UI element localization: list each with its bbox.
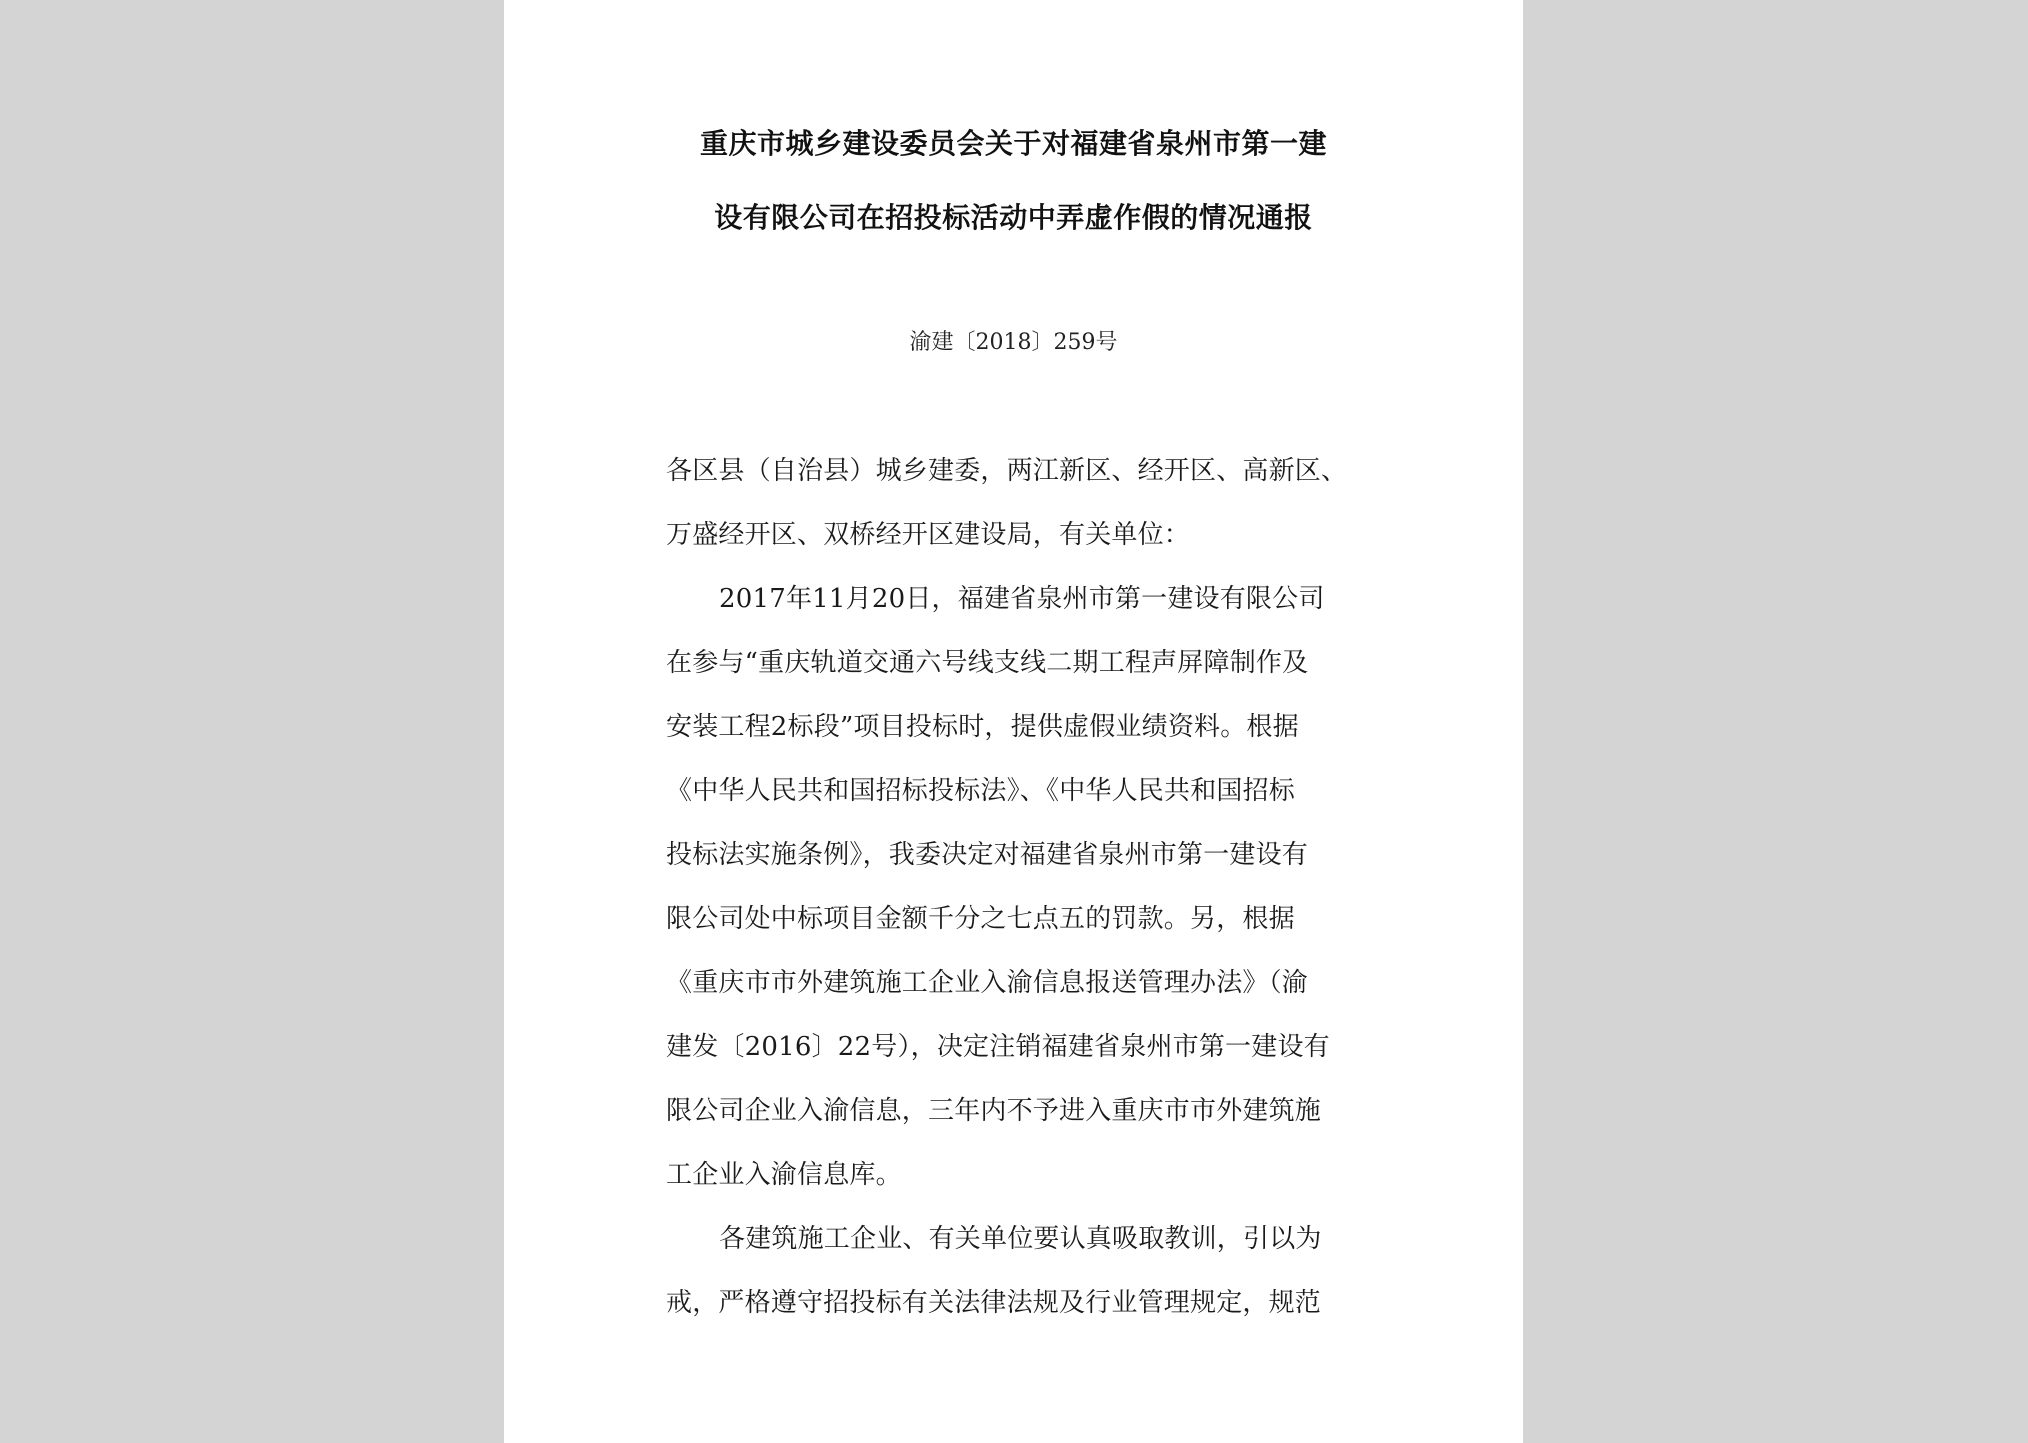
body-line: 建发〔2016〕22号），决定注销福建省泉州市第一建设有 [666,1032,1330,1062]
document-title-line-1: 重庆市城乡建设委员会关于对福建省泉州市第一建 [699,127,1327,160]
body-line: 各建筑施工企业、有关单位要认真吸取教训，引以为 [719,1224,1322,1254]
body-line: 投标法实施条例》，我委决定对福建省泉州市第一建设有 [666,840,1309,870]
body-line: 限公司处中标项目金额千分之七点五的罚款。另，根据 [666,904,1295,934]
body-line: 2017年11月20日，福建省泉州市第一建设有限公司 [719,584,1325,614]
body-line: 工企业入渝信息库。 [666,1160,902,1190]
document-title-line-2: 设有限公司在招投标活动中弄虚作假的情况通报 [714,201,1313,234]
document-page [504,0,1523,1443]
body-line: 限公司企业入渝信息，三年内不予进入重庆市市外建筑施 [666,1096,1322,1126]
body-line: 安装工程2标段”项目投标时，提供虚假业绩资料。根据 [666,712,1299,742]
body-line: 在参与“重庆轨道交通六号线支线二期工程声屏障制作及 [666,648,1309,678]
body-line: 万盛经开区、双桥经开区建设局，有关单位： [666,520,1191,550]
document-number: 渝建〔2018〕259号 [909,330,1118,355]
body-line: 戒，严格遵守招投标有关法律法规及行业管理规定，规范 [666,1288,1322,1318]
body-line: 《重庆市市外建筑施工企业入渝信息报送管理办法》（渝 [666,968,1309,998]
body-line: 《中华人民共和国招标投标法》、《中华人民共和国招标 [666,776,1296,806]
body-line: 各区县（自治县）城乡建委，两江新区、经开区、高新区、 [666,456,1348,486]
